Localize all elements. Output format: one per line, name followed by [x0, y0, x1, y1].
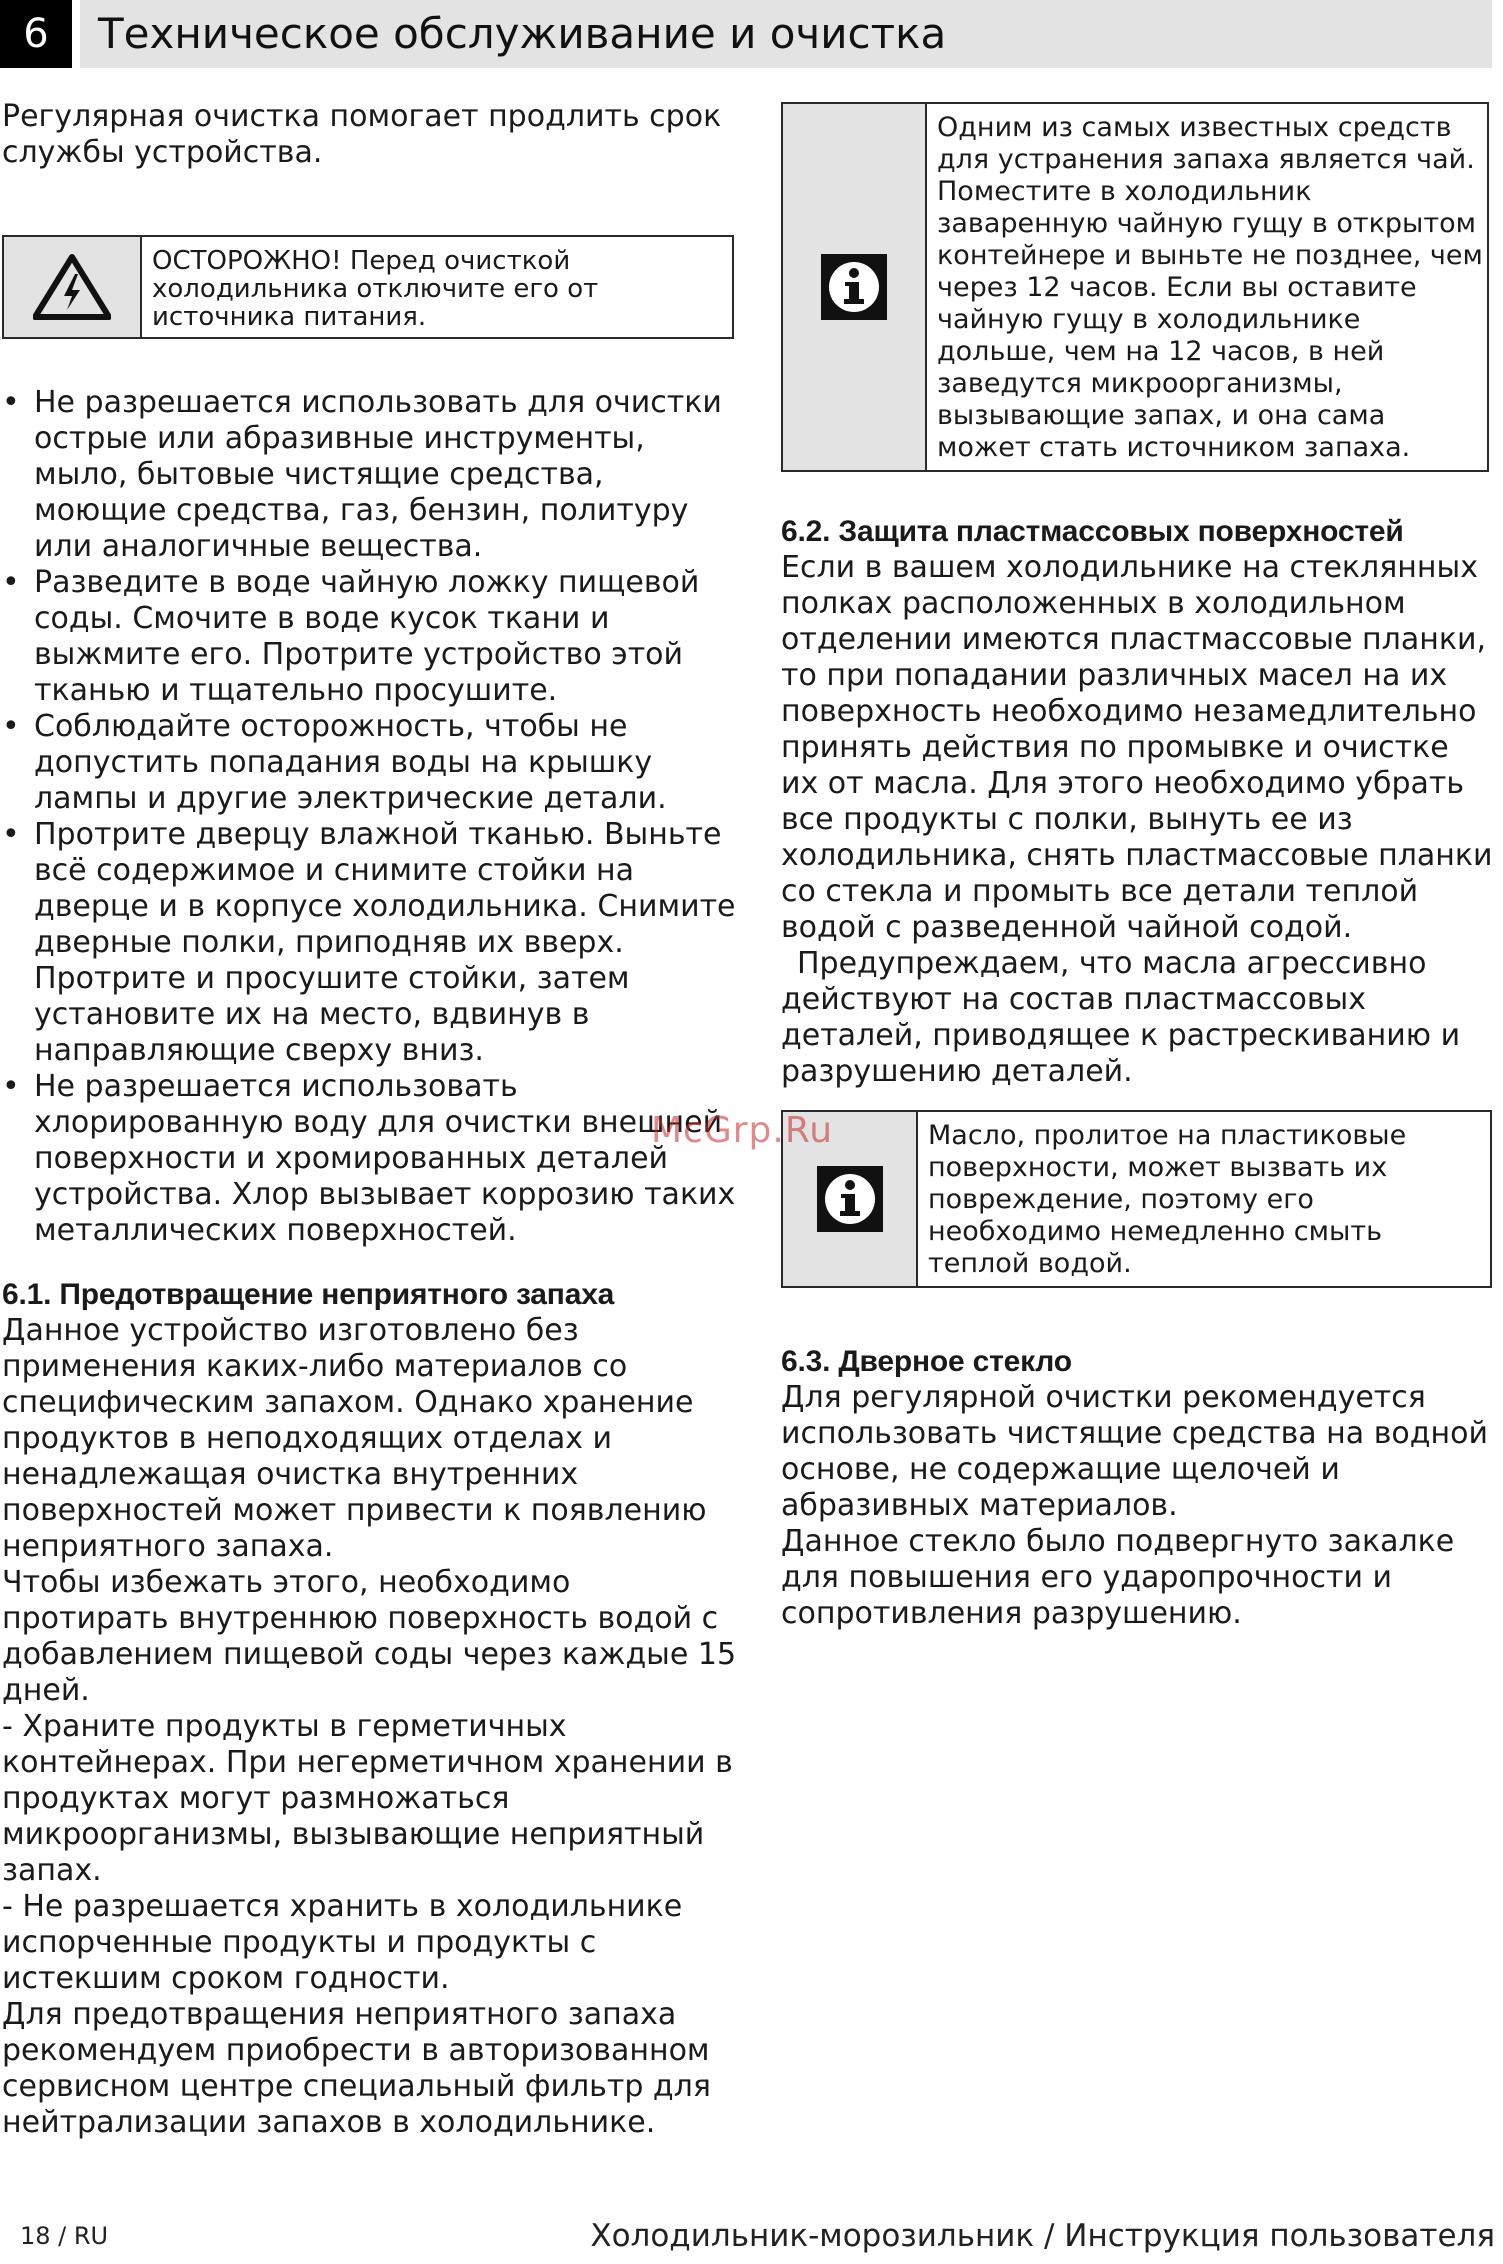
- info-icon: [817, 1166, 883, 1232]
- list-item: • Не разрешается использовать для очистки острые или абразивные инструменты, мыло, бытовые чистящие средства, моющие средства, газ, бензин, политуру или аналогичные вещества.: [2, 385, 722, 564]
- footer-title: Холодильник-морозильник / Инструкция пользователя: [590, 2218, 1495, 2254]
- info-text-tea: Одним из самых известных средств для устранения запаха является чай. Поместите в холодильник заваренную чайную гущу в открытом контейнере и выньте не позднее, чем через 12 часов. Если вы оставите чайную гущу в холодильнике дольше, чем на 12 часов, в ней заведутся микроорганизмы, вызывающие запах, и она сама может стать источником запаха.: [937, 112, 1483, 463]
- section-heading-6-3: 6.3. Дверное стекло: [781, 1345, 1072, 1378]
- high-voltage-warning-icon: [33, 254, 111, 320]
- cleaning-bullet-list: [2, 385, 742, 1249]
- section-heading-6-1: 6.1. Предотвращение неприятного запаха: [2, 1278, 615, 1311]
- header-bar: [80, 0, 1492, 68]
- section-6-1-paragraph: Чтобы избежать этого, необходимо протирать внутреннюю поверхность водой с добавлением пищевой соды через каждые 15 дней.: [2, 1565, 737, 1708]
- section-6-3-paragraph: Для регулярной очистки рекомендуется использовать чистящие средства на водной основе, не содержащие щелочей и абразивных материалов.: [781, 1380, 1488, 1523]
- list-item: • Разведите в воде чайную ложку пищевой соды. Смочите в воде кусок ткани и выжмите его. Протрите устройство этой тканью и тщательно просушите.: [2, 565, 700, 708]
- page-title: Техническое обслуживание и очистка: [98, 9, 947, 58]
- section-6-1-paragraph: - Не разрешается хранить в холодильнике испорченные продукты и продукты с истекшим сроком годности.: [2, 1889, 683, 1996]
- section-heading-6-2: 6.2. Защита пластмассовых поверхностей: [781, 515, 1404, 548]
- chapter-number: 6: [0, 0, 72, 68]
- section-6-1-paragraph: Для предотвращения неприятного запаха рекомендуем приобрести в авторизованном сервисном центре специальный фильтр для нейтрализации запахов в холодильнике.: [2, 1997, 711, 2140]
- left-column: [2, 99, 742, 2141]
- intro-paragraph: Регулярная очистка помогает продлить срок службы устройства.: [2, 99, 722, 170]
- list-item: • Соблюдайте осторожность, чтобы не допустить попадания воды на крышку лампы и другие электрические детали.: [2, 709, 667, 816]
- section-6-1-paragraph: - Храните продукты в герметичных контейнерах. При негерметичном хранении в продуктах могут размножаться микроорганизмы, вызывающие неприятный запах.: [2, 1709, 733, 1888]
- right-column: [781, 102, 1495, 1632]
- section-6-3-paragraph: Данное стекло было подвергнуто закалке для повышения его ударопрочности и сопротивления разрушению.: [781, 1524, 1455, 1631]
- section-6-2-paragraph: Предупреждаем, что масла агрессивно действуют на состав пластмассовых деталей, приводящее к растрескиванию и разрушению деталей.: [781, 946, 1461, 1089]
- list-item: • Протрите дверцу влажной тканью. Выньте всё содержимое и снимите стойки на дверце и в корпусе холодильника. Снимите дверные полки, приподняв их вверх. Протрите и просушите стойки, затем установите их на место, вдвинув в направляющие сверху вниз.: [2, 817, 736, 1068]
- watermark: McGrp.Ru: [651, 1110, 834, 1151]
- list-item: • Не разрешается использовать хлорированную воду для очистки внешней поверхности и хромированных деталей устройства. Хлор вызывает коррозию таких металлических поверхностей.: [2, 1069, 736, 1248]
- section-6-2-paragraph: Если в вашем холодильнике на стеклянных полках расположенных в холодильном отделении имеются пластмассовые планки, то при попадании различных масел на их поверхность необходимо незамедлительно принять действия по промывке и очистке их от масла. Для этого необходимо убрать все продукты с полки, вынуть ее из холодильника, снять пластмассовые планки со стекла и промыть все детали теплой водой с разведенной чайной содой.: [781, 550, 1493, 945]
- warning-text: ОСТОРОЖНО! Перед очисткой холодильника отключите его от источника питания.: [152, 246, 599, 332]
- info-text-oil: Масло, пролитое на пластиковые поверхности, может вызвать их повреждение, поэтому его необходимо немедленно смыть теплой водой.: [928, 1120, 1407, 1279]
- page-header: [0, 0, 1492, 68]
- section-6-1-paragraph: Данное устройство изготовлено без применения каких-либо материалов со специфическим запахом. Однако хранение продуктов в неподходящих отделах и ненадлежащая очистка внутренних поверхностей может привести к появлению неприятного запаха.: [2, 1313, 707, 1564]
- page-number: 18 / RU: [20, 2222, 109, 2250]
- info-icon-cell: [783, 104, 927, 470]
- info-box-oil: [781, 1110, 1492, 1288]
- info-box-tea: [781, 102, 1489, 472]
- warning-icon-cell: [4, 237, 142, 337]
- warning-box: [2, 235, 734, 339]
- info-icon: [821, 254, 887, 320]
